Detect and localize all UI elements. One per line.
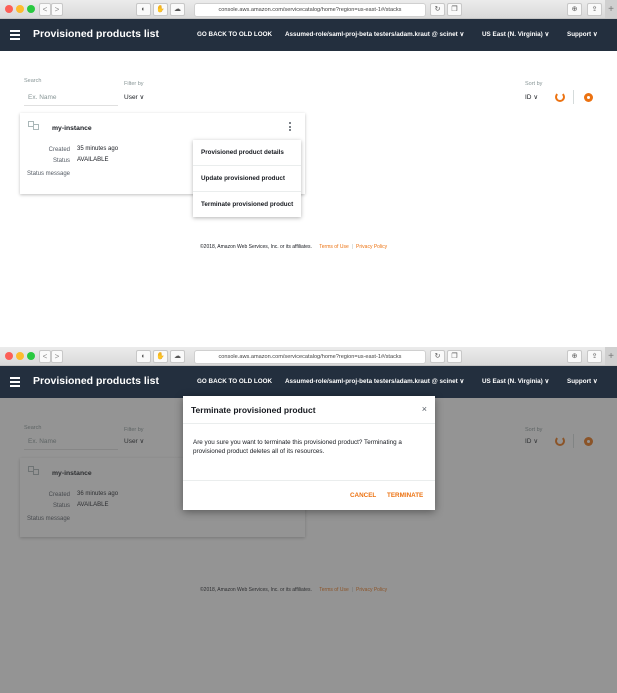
chevron-down-icon: ∨ — [459, 31, 465, 38]
chevron-down-icon: ∨ — [544, 31, 550, 38]
old-look-link[interactable]: GO BACK TO OLD LOOK — [197, 31, 273, 38]
old-look-link[interactable]: GO BACK TO OLD LOOK — [197, 378, 273, 385]
privacy-icon[interactable]: ◐ — [136, 3, 151, 16]
copyright: ©2018, Amazon Web Services, Inc. or its affiliates. — [200, 244, 312, 250]
filter-label: Filter by — [124, 81, 144, 87]
terminate-modal — [183, 396, 435, 510]
role-menu[interactable] — [285, 31, 464, 38]
extension-icon[interactable]: ✋ — [153, 3, 168, 16]
divider — [573, 90, 574, 104]
sort-label: Sort by — [525, 81, 543, 87]
footer — [200, 244, 387, 250]
chevron-down-icon: ∨ — [139, 94, 145, 101]
chevron-down-icon: ∨ — [592, 378, 598, 385]
hamburger-icon[interactable] — [10, 30, 20, 42]
status-value: AVAILABLE — [77, 157, 109, 163]
minimize-window-button[interactable] — [16, 352, 24, 360]
chevron-down-icon: ∨ — [459, 378, 465, 385]
tabs-icon[interactable]: ❐ — [447, 350, 462, 363]
created-label: Created — [48, 147, 70, 153]
search-label: Search — [24, 78, 42, 84]
divider — [183, 423, 435, 424]
minimize-window-button[interactable] — [16, 5, 24, 13]
back-button[interactable]: < — [39, 350, 51, 363]
filter-select[interactable] — [124, 93, 144, 101]
menu-item-update[interactable]: Update provisioned product — [193, 166, 301, 192]
divider: | — [351, 244, 354, 250]
modal-title: Terminate provisioned product — [191, 405, 316, 415]
extension-icon[interactable]: ✋ — [153, 350, 168, 363]
close-window-button[interactable] — [5, 5, 13, 13]
modal-message: Are you sure you want to terminate this provisioned product? Terminating a provisioned product deletes all of its resources. — [193, 439, 402, 455]
share-icon[interactable]: ⇪ — [587, 350, 602, 363]
product-icon — [28, 121, 38, 130]
actions-dropdown — [193, 140, 301, 217]
filter-value: User — [124, 94, 138, 101]
role-label: Assumed-role/saml-proj-beta testers/adam.kraut @ scinet — [285, 31, 458, 38]
browser-toolbar — [0, 0, 617, 19]
cancel-button[interactable]: CANCEL — [350, 492, 377, 499]
created-value: 35 minutes ago — [77, 146, 119, 152]
app-header — [0, 366, 617, 398]
back-button[interactable]: < — [39, 3, 51, 16]
role-label: Assumed-role/saml-proj-beta testers/adam.kraut @ scinet — [285, 378, 458, 385]
cloud-icon[interactable]: ☁ — [170, 3, 185, 16]
gear-icon[interactable] — [584, 93, 593, 102]
hamburger-icon[interactable] — [10, 377, 20, 389]
reload-icon[interactable]: ↻ — [430, 3, 445, 16]
support-label: Support — [567, 378, 592, 385]
reload-icon[interactable]: ↻ — [430, 350, 445, 363]
status-label: Status — [52, 158, 70, 164]
close-icon[interactable]: × — [421, 404, 427, 414]
role-menu[interactable] — [285, 378, 464, 385]
product-name[interactable]: my-instance — [52, 125, 92, 132]
privacy-icon[interactable]: ◐ — [136, 350, 151, 363]
page-title: Provisioned products list — [33, 28, 160, 40]
menu-item-terminate[interactable]: Terminate provisioned product — [201, 201, 294, 208]
privacy-link[interactable]: Privacy Policy — [356, 244, 388, 250]
app-header — [0, 19, 617, 51]
region-label: US East (N. Virginia) — [482, 378, 543, 385]
region-menu[interactable] — [482, 378, 549, 385]
terminate-button[interactable]: TERMINATE — [387, 492, 424, 499]
region-menu[interactable] — [482, 31, 549, 38]
browser-toolbar — [0, 347, 617, 366]
forward-button[interactable]: > — [51, 350, 63, 363]
screenshot-dropdown-state — [0, 0, 617, 346]
region-label: US East (N. Virginia) — [482, 31, 543, 38]
cloud-icon[interactable]: ☁ — [170, 350, 185, 363]
downloads-icon[interactable]: ⊕ — [567, 350, 582, 363]
support-menu[interactable] — [567, 378, 598, 385]
menu-item-details[interactable]: Provisioned product details — [193, 140, 301, 166]
sort-select[interactable] — [525, 93, 538, 101]
share-icon[interactable]: ⇪ — [587, 3, 602, 16]
divider — [183, 480, 435, 481]
kebab-menu-icon[interactable] — [289, 122, 291, 133]
chevron-down-icon: ∨ — [544, 378, 550, 385]
zoom-window-button[interactable] — [27, 352, 35, 360]
address-bar[interactable]: console.aws.amazon.com/servicecatalog/home?region=us-east-1#/stacks — [194, 350, 426, 364]
new-tab-button[interactable]: + — [605, 347, 617, 365]
close-window-button[interactable] — [5, 352, 13, 360]
status-message-label: Status message — [26, 171, 70, 177]
downloads-icon[interactable]: ⊕ — [567, 3, 582, 16]
new-tab-button[interactable]: + — [605, 0, 617, 18]
chevron-down-icon: ∨ — [533, 94, 539, 101]
refresh-icon[interactable] — [555, 92, 565, 102]
address-bar[interactable]: console.aws.amazon.com/servicecatalog/home?region=us-east-1#/stacks — [194, 3, 426, 17]
chevron-down-icon: ∨ — [592, 31, 598, 38]
search-input[interactable]: Ex. Name — [28, 94, 57, 101]
page-title: Provisioned products list — [33, 375, 160, 387]
zoom-window-button[interactable] — [27, 5, 35, 13]
support-label: Support — [567, 31, 592, 38]
support-menu[interactable] — [567, 31, 598, 38]
search-underline — [24, 105, 118, 106]
sort-value: ID — [525, 94, 532, 101]
tabs-icon[interactable]: ❐ — [447, 3, 462, 16]
terms-link[interactable]: Terms of Use — [319, 244, 349, 250]
forward-button[interactable]: > — [51, 3, 63, 16]
